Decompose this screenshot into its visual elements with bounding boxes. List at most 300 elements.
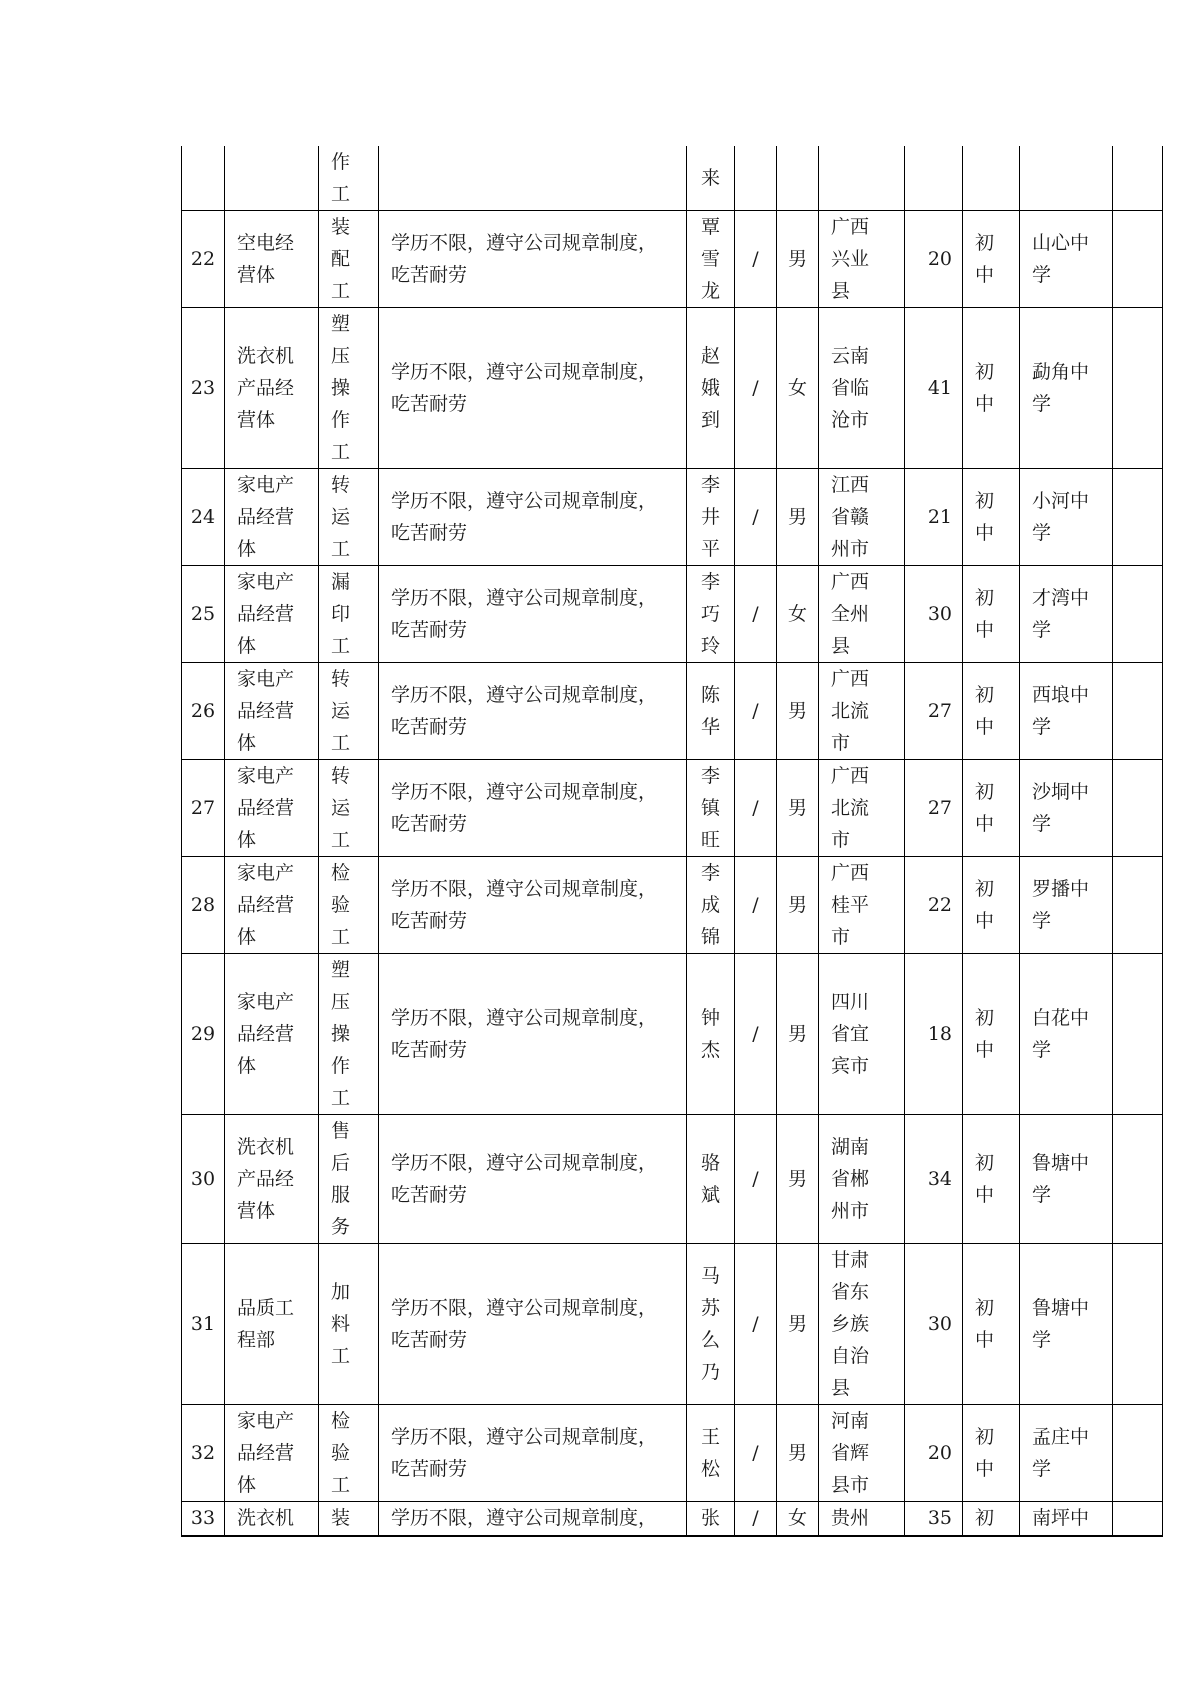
cell-unit: [225, 146, 319, 211]
cell-edu: [963, 857, 1020, 954]
cell-req: [379, 469, 687, 566]
cell-extra: [1113, 146, 1163, 211]
cell-text: 李 巧 玲: [700, 571, 720, 657]
cell-no: [182, 146, 225, 211]
cell-text: 学历不限，遵守公司规章制度， 吃苦耐劳: [391, 878, 658, 932]
cell-name: [687, 954, 735, 1115]
cell-text: /: [752, 1168, 759, 1190]
cell-extra: [1113, 663, 1163, 760]
cell-text: 27: [927, 797, 952, 819]
cell-gender: [777, 1115, 819, 1244]
cell-text: 27: [927, 700, 952, 722]
cell-no: [182, 1502, 225, 1536]
cell-age: [905, 1405, 963, 1502]
cell-req: [379, 1244, 687, 1405]
cell-text: /: [752, 1507, 759, 1530]
table-row: [182, 566, 1163, 663]
cell-text: 女: [787, 603, 807, 625]
cell-req: [379, 146, 687, 211]
cell-name: [687, 211, 735, 308]
cell-unit: [225, 211, 319, 308]
cell-slash: [735, 760, 777, 857]
cell-text: 空电经 营体: [237, 232, 295, 286]
cell-gender: [777, 1405, 819, 1502]
cell-gender: [777, 146, 819, 211]
cell-no: [182, 211, 225, 308]
cell-extra: [1113, 1244, 1163, 1405]
cell-text: 骆 斌: [700, 1152, 720, 1206]
cell-gender: [777, 857, 819, 954]
cell-job: [319, 469, 379, 566]
cell-text: 家电产 品经营 体: [237, 991, 295, 1077]
cell-edu: [963, 566, 1020, 663]
cell-name: [687, 1502, 735, 1536]
cell-extra: [1113, 211, 1163, 308]
cell-req: [379, 1405, 687, 1502]
cell-req: [379, 760, 687, 857]
cell-edu: [963, 469, 1020, 566]
cell-text: 学历不限，遵守公司规章制度， 吃苦耐劳: [391, 361, 658, 415]
cell-text: 塑 压 操 作 工: [331, 313, 351, 463]
cell-text: 钟 杰: [700, 1007, 720, 1061]
cell-text: 男: [787, 700, 807, 722]
cell-text: 转 运 工: [331, 668, 351, 754]
cell-text: 广西 北流 市: [831, 765, 870, 851]
cell-slash: [735, 211, 777, 308]
cell-extra: [1113, 1502, 1163, 1536]
cell-no: [182, 857, 225, 954]
cell-text: 南坪中: [1032, 1507, 1090, 1530]
cell-no: [182, 1244, 225, 1405]
cell-age: [905, 469, 963, 566]
cell-text: /: [752, 1313, 759, 1335]
cell-text: 覃 雪 龙: [700, 216, 720, 302]
cell-extra: [1113, 1115, 1163, 1244]
cell-text: /: [752, 700, 759, 722]
cell-slash: [735, 663, 777, 760]
cell-text: 鲁塘中 学: [1032, 1152, 1090, 1206]
cell-origin: [819, 566, 905, 663]
cell-no: [182, 760, 225, 857]
cell-origin: [819, 857, 905, 954]
cell-text: 41: [927, 377, 952, 399]
cell-text: 男: [787, 1168, 807, 1190]
cell-unit: [225, 469, 319, 566]
cell-text: 30: [927, 1313, 952, 1335]
cell-text: 学历不限，遵守公司规章制度， 吃苦耐劳: [391, 587, 658, 641]
cell-origin: [819, 1405, 905, 1502]
cell-age: [905, 857, 963, 954]
cell-text: /: [752, 248, 759, 270]
cell-extra: [1113, 954, 1163, 1115]
cell-text: 初 中: [975, 878, 995, 932]
cell-unit: [225, 1502, 319, 1536]
cell-name: [687, 146, 735, 211]
cell-job: [319, 308, 379, 469]
cell-slash: [735, 1405, 777, 1502]
cell-text: 甘肃 省东 乡族 自治 县: [831, 1249, 870, 1399]
employee-table: [181, 146, 1163, 1537]
cell-origin: [819, 308, 905, 469]
cell-job: [319, 1405, 379, 1502]
cell-text: 初 中: [975, 1297, 995, 1351]
cell-name: [687, 1115, 735, 1244]
cell-text: 塑 压 操 作 工: [331, 959, 351, 1109]
cell-edu: [963, 954, 1020, 1115]
cell-school: [1020, 146, 1113, 211]
cell-origin: [819, 1502, 905, 1536]
cell-req: [379, 308, 687, 469]
cell-origin: [819, 663, 905, 760]
table-row: [182, 954, 1163, 1115]
cell-text: 广西 北流 市: [831, 668, 870, 754]
cell-name: [687, 566, 735, 663]
cell-no: [182, 1405, 225, 1502]
cell-text: 24: [190, 506, 216, 528]
cell-slash: [735, 1115, 777, 1244]
cell-req: [379, 857, 687, 954]
cell-text: 初 中: [975, 490, 995, 544]
cell-text: 初 中: [975, 1426, 995, 1480]
cell-text: 沙垌中 学: [1032, 781, 1090, 835]
cell-text: 20: [927, 248, 952, 270]
cell-edu: [963, 146, 1020, 211]
cell-text: 22: [190, 248, 216, 270]
cell-text: 家电产 品经营 体: [237, 474, 295, 560]
cell-age: [905, 663, 963, 760]
cell-gender: [777, 1244, 819, 1405]
cell-unit: [225, 663, 319, 760]
cell-unit: [225, 1405, 319, 1502]
cell-job: [319, 566, 379, 663]
cell-text: 售 后 服 务: [331, 1120, 351, 1238]
cell-text: 加 料 工: [331, 1281, 351, 1367]
cell-text: 广西 兴业 县: [831, 216, 870, 302]
cell-text: 山心中 学: [1032, 232, 1090, 286]
cell-text: 广西 桂平 市: [831, 862, 870, 948]
table-row: [182, 146, 1163, 211]
cell-text: 赵 娥 到: [700, 345, 720, 431]
cell-unit: [225, 954, 319, 1115]
cell-extra: [1113, 308, 1163, 469]
table-body: [182, 146, 1163, 1536]
cell-text: 河南 省辉 县市: [831, 1410, 870, 1496]
cell-no: [182, 954, 225, 1115]
cell-edu: [963, 1405, 1020, 1502]
cell-text: 家电产 品经营 体: [237, 765, 295, 851]
cell-text: 装 配 工: [331, 216, 351, 302]
cell-text: 罗播中 学: [1032, 878, 1090, 932]
cell-age: [905, 760, 963, 857]
cell-origin: [819, 760, 905, 857]
cell-text: 云南 省临 沧市: [831, 345, 870, 431]
cell-text: 才湾中 学: [1032, 587, 1090, 641]
cell-text: 四川 省宜 宾市: [831, 991, 870, 1077]
cell-text: 32: [190, 1442, 216, 1464]
cell-text: 30: [190, 1168, 216, 1190]
cell-text: 18: [927, 1023, 952, 1045]
table-row: [182, 663, 1163, 760]
cell-text: /: [752, 797, 759, 819]
cell-text: 孟庄中 学: [1032, 1426, 1090, 1480]
cell-text: 王 松: [700, 1426, 720, 1480]
cell-req: [379, 211, 687, 308]
cell-name: [687, 1405, 735, 1502]
cell-text: 张: [700, 1507, 720, 1530]
cell-age: [905, 211, 963, 308]
cell-name: [687, 469, 735, 566]
cell-slash: [735, 146, 777, 211]
cell-job: [319, 211, 379, 308]
cell-text: 初 中: [975, 587, 995, 641]
cell-gender: [777, 308, 819, 469]
cell-text: 初 中: [975, 1007, 995, 1061]
cell-text: /: [752, 894, 759, 916]
cell-text: 男: [787, 797, 807, 819]
cell-text: 29: [190, 1023, 216, 1045]
cell-no: [182, 1115, 225, 1244]
cell-job: [319, 954, 379, 1115]
cell-gender: [777, 760, 819, 857]
cell-school: [1020, 308, 1113, 469]
cell-text: 30: [927, 603, 952, 625]
cell-text: 家电产 品经营 体: [237, 571, 295, 657]
cell-extra: [1113, 760, 1163, 857]
cell-unit: [225, 760, 319, 857]
cell-text: 江西 省赣 州市: [831, 474, 870, 560]
cell-origin: [819, 1115, 905, 1244]
cell-text: 洗衣机: [237, 1507, 295, 1530]
table-row: [182, 1502, 1163, 1536]
table-row: [182, 1244, 1163, 1405]
cell-text: 广西 全州 县: [831, 571, 870, 657]
cell-extra: [1113, 469, 1163, 566]
cell-text: 家电产 品经营 体: [237, 862, 295, 948]
cell-text: 品质工 程部: [237, 1297, 295, 1351]
cell-text: /: [752, 506, 759, 528]
cell-text: 作 工: [331, 151, 351, 205]
cell-text: 学历不限，遵守公司规章制度， 吃苦耐劳: [391, 490, 658, 544]
table-row: [182, 469, 1163, 566]
cell-text: 学历不限，遵守公司规章制度， 吃苦耐劳: [391, 781, 658, 835]
cell-slash: [735, 308, 777, 469]
cell-text: /: [752, 1023, 759, 1045]
cell-text: 25: [190, 603, 216, 625]
cell-text: 男: [787, 506, 807, 528]
cell-text: 小河中 学: [1032, 490, 1090, 544]
cell-text: 学历不限，遵守公司规章制度， 吃苦耐劳: [391, 1426, 658, 1480]
cell-text: 家电产 品经营 体: [237, 1410, 295, 1496]
cell-text: 男: [787, 894, 807, 916]
cell-slash: [735, 954, 777, 1115]
cell-school: [1020, 1115, 1113, 1244]
cell-text: 学历不限，遵守公司规章制度， 吃苦耐劳: [391, 1152, 658, 1206]
cell-school: [1020, 1244, 1113, 1405]
cell-slash: [735, 857, 777, 954]
cell-gender: [777, 469, 819, 566]
cell-origin: [819, 211, 905, 308]
cell-text: 学历不限，遵守公司规章制度， 吃苦耐劳: [391, 1297, 658, 1351]
cell-school: [1020, 663, 1113, 760]
cell-req: [379, 566, 687, 663]
cell-text: 20: [927, 1442, 952, 1464]
cell-no: [182, 663, 225, 760]
cell-text: 31: [190, 1313, 216, 1335]
cell-job: [319, 1244, 379, 1405]
cell-job: [319, 146, 379, 211]
cell-unit: [225, 308, 319, 469]
cell-name: [687, 308, 735, 469]
cell-text: 转 运 工: [331, 765, 351, 851]
cell-age: [905, 1502, 963, 1536]
cell-text: 初 中: [975, 361, 995, 415]
cell-gender: [777, 566, 819, 663]
cell-text: 检 验 工: [331, 1410, 351, 1496]
cell-school: [1020, 469, 1113, 566]
cell-text: /: [752, 377, 759, 399]
cell-text: 学历不限，遵守公司规章制度， 吃苦耐劳: [391, 1007, 658, 1061]
cell-text: /: [752, 1442, 759, 1464]
cell-text: 贵州: [831, 1507, 870, 1530]
cell-extra: [1113, 566, 1163, 663]
cell-gender: [777, 211, 819, 308]
cell-text: 湖南 省郴 州市: [831, 1136, 870, 1222]
cell-slash: [735, 469, 777, 566]
cell-text: 转 运 工: [331, 474, 351, 560]
cell-job: [319, 760, 379, 857]
cell-edu: [963, 663, 1020, 760]
cell-school: [1020, 760, 1113, 857]
cell-edu: [963, 308, 1020, 469]
cell-text: 21: [927, 506, 952, 528]
table-row: [182, 1115, 1163, 1244]
cell-job: [319, 1502, 379, 1536]
cell-no: [182, 308, 225, 469]
cell-school: [1020, 1502, 1113, 1536]
cell-edu: [963, 1244, 1020, 1405]
cell-text: 勐角中 学: [1032, 361, 1090, 415]
cell-age: [905, 566, 963, 663]
cell-text: 学历不限，遵守公司规章制度， 吃苦耐劳: [391, 232, 658, 286]
cell-text: 男: [787, 1313, 807, 1335]
cell-text: 23: [190, 377, 216, 399]
cell-school: [1020, 566, 1113, 663]
cell-text: 34: [927, 1168, 952, 1190]
cell-extra: [1113, 857, 1163, 954]
cell-age: [905, 1244, 963, 1405]
cell-text: 33: [190, 1507, 216, 1530]
cell-school: [1020, 1405, 1113, 1502]
cell-req: [379, 663, 687, 760]
cell-text: 男: [787, 1023, 807, 1045]
cell-unit: [225, 857, 319, 954]
cell-age: [905, 146, 963, 211]
cell-text: 马 苏 么 乃: [700, 1265, 720, 1383]
cell-origin: [819, 1244, 905, 1405]
table-row: [182, 760, 1163, 857]
cell-text: 鲁塘中 学: [1032, 1297, 1090, 1351]
cell-req: [379, 1115, 687, 1244]
cell-edu: [963, 1502, 1020, 1536]
cell-age: [905, 954, 963, 1115]
cell-gender: [777, 1502, 819, 1536]
cell-text: 检 验 工: [331, 862, 351, 948]
cell-text: 李 成 锦: [700, 862, 720, 948]
cell-text: 27: [190, 797, 216, 819]
table-row: [182, 211, 1163, 308]
cell-text: 陈 华: [700, 684, 720, 738]
cell-text: /: [752, 603, 759, 625]
cell-job: [319, 1115, 379, 1244]
cell-text: 学历不限，遵守公司规章制度， 吃苦耐劳: [391, 684, 658, 738]
cell-job: [319, 857, 379, 954]
cell-origin: [819, 954, 905, 1115]
cell-edu: [963, 1115, 1020, 1244]
cell-slash: [735, 1502, 777, 1536]
cell-text: 西埌中 学: [1032, 684, 1090, 738]
cell-text: 35: [927, 1507, 952, 1530]
cell-job: [319, 663, 379, 760]
cell-req: [379, 1502, 687, 1536]
cell-school: [1020, 211, 1113, 308]
cell-unit: [225, 1244, 319, 1405]
cell-text: 来: [700, 167, 720, 189]
cell-name: [687, 760, 735, 857]
cell-slash: [735, 1244, 777, 1405]
cell-origin: [819, 469, 905, 566]
cell-text: 女: [787, 1507, 807, 1530]
cell-text: 26: [190, 700, 216, 722]
cell-text: 洗衣机 产品经 营体: [237, 1136, 295, 1222]
cell-text: 初 中: [975, 684, 995, 738]
cell-text: 漏 印 工: [331, 571, 351, 657]
table-row: [182, 857, 1163, 954]
cell-req: [379, 954, 687, 1115]
cell-text: 初 中: [975, 1152, 995, 1206]
cell-unit: [225, 566, 319, 663]
cell-text: 李 镇 旺: [700, 765, 720, 851]
cell-origin: [819, 146, 905, 211]
cell-name: [687, 857, 735, 954]
cell-text: 男: [787, 248, 807, 270]
cell-gender: [777, 954, 819, 1115]
cell-text: 初: [975, 1507, 995, 1530]
table-row: [182, 1405, 1163, 1502]
cell-school: [1020, 954, 1113, 1115]
cell-text: 装: [331, 1507, 351, 1530]
cell-text: 初 中: [975, 232, 995, 286]
cell-age: [905, 308, 963, 469]
cell-text: 22: [927, 894, 952, 916]
cell-age: [905, 1115, 963, 1244]
cell-name: [687, 663, 735, 760]
cell-edu: [963, 760, 1020, 857]
cell-slash: [735, 566, 777, 663]
cell-text: 女: [787, 377, 807, 399]
cell-no: [182, 566, 225, 663]
cell-school: [1020, 857, 1113, 954]
cell-text: 洗衣机 产品经 营体: [237, 345, 295, 431]
cell-name: [687, 1244, 735, 1405]
cell-unit: [225, 1115, 319, 1244]
cell-text: 家电产 品经营 体: [237, 668, 295, 754]
cell-text: 初 中: [975, 781, 995, 835]
cell-extra: [1113, 1405, 1163, 1502]
table-row: [182, 308, 1163, 469]
cell-edu: [963, 211, 1020, 308]
cell-no: [182, 469, 225, 566]
cell-text: 李 井 平: [700, 474, 720, 560]
